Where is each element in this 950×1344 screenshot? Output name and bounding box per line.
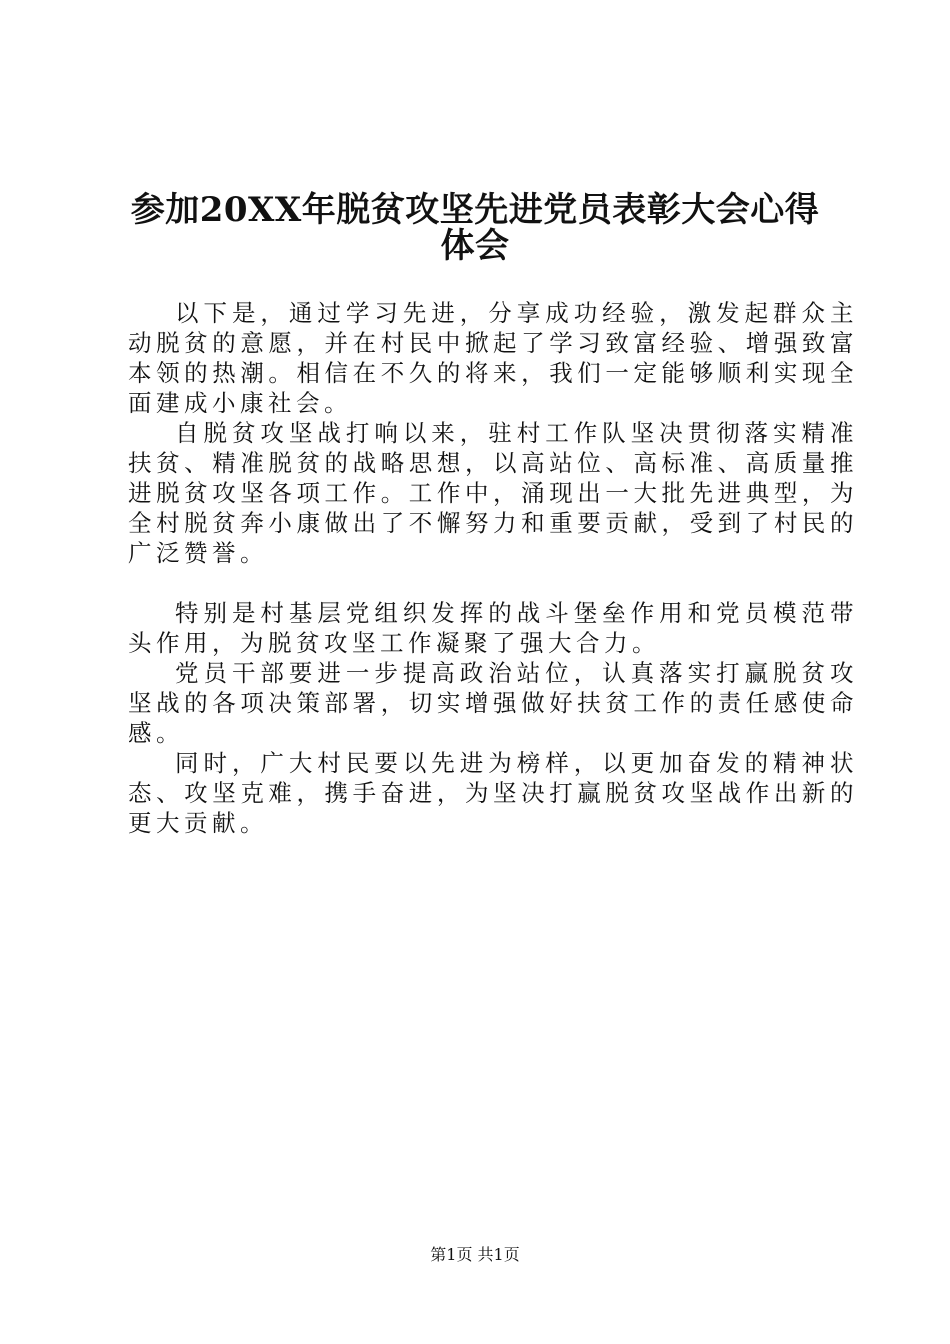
paragraph-4: 党员干部要进一步提高政治站位，认真落实打赢脱贫攻坚战的各项决策部署，切实增强做好扶贫工作的责任感使命感。 [128,659,858,747]
paragraph-5: 同时，广大村民要以先进为榜样，以更加奋发的精神状态、攻坚克难，携手奋进，为坚决打赢脱贫攻坚战作出新的更大贡献。 [128,749,858,837]
document-title-line-2: 体会 [440,226,510,266]
paragraph-2: 自脱贫攻坚战打响以来，驻村工作队坚决贯彻落实精准扶贫、精准脱贫的战略思想，以高站位、高标准、高质量推进脱贫攻坚各项工作。工作中，涌现出一大批先进典型，为全村脱贫奔小康做出了不懈努力和重要贡献，受到了村民的广泛赞誉。 [128,419,858,567]
document-title-line-1: 参加20XX年脱贫攻坚先进党员表彰大会心得 [130,190,820,230]
document-body [128,298,858,838]
paragraph-1: 以下是，通过学习先进，分享成功经验，激发起群众主动脱贫的意愿，并在村民中掀起了学习致富经验、增强致富本领的热潮。相信在不久的将来，我们一定能够顺利实现全面建成小康社会。 [128,299,858,417]
paragraph-3: 特别是村基层党组织发挥的战斗堡垒作用和党员模范带头作用，为脱贫攻坚工作凝聚了强大合力。 [128,599,858,657]
page-footer: 第1页 共1页 [430,1245,520,1264]
